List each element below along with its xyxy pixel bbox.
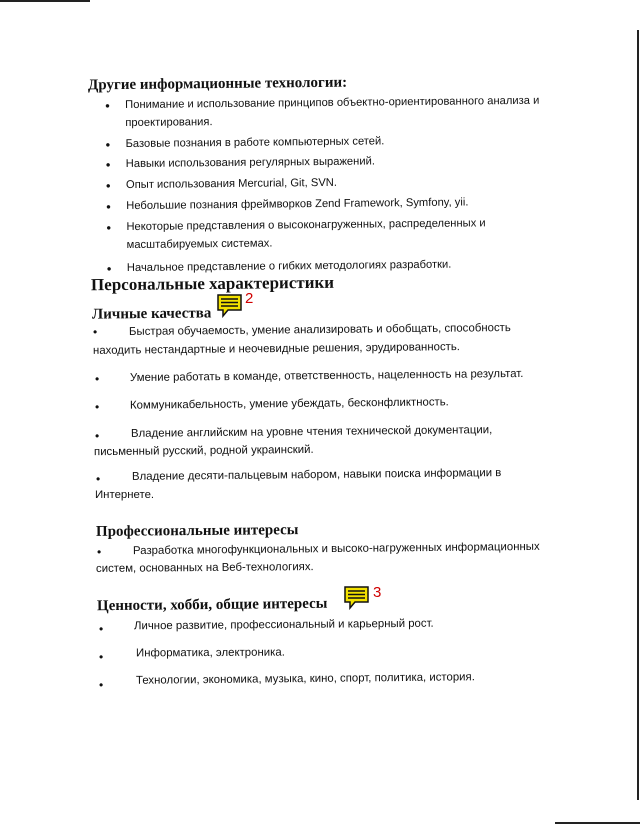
tech-heading: Другие информационные технологии: — [87, 74, 348, 94]
note-number: 2 — [245, 290, 254, 307]
list-item: • Базовые познания в работе компьютерных сетей. — [91, 131, 551, 154]
qualities-line: письменный русский, родной украинский. — [93, 443, 314, 459]
qualities-line: Быстрая обучаемость, умение анализировать и обобщать, способность — [128, 322, 511, 338]
list-item: • Небольшие познания фреймворков Zend Framework, Symfony, yii. — [92, 194, 552, 217]
values-heading: Ценности, хобби, общие интересы — [96, 595, 328, 615]
values-line: Информатика, электроника. — [135, 646, 285, 660]
bullet: • — [95, 372, 100, 386]
qualities-heading: Личные качества — [91, 305, 212, 323]
list-item: • Некоторые представления о высоконагруженных, распределенных и масштабируемых системах. — [92, 215, 526, 255]
note-number: 3 — [373, 584, 382, 601]
qualities-line: Умение работать в команде, ответственность, нацеленность на результат. — [129, 367, 524, 385]
qualities-line: находить нестандартные и неочевидные решения, эрудированность. — [92, 341, 460, 357]
list-item: • Опыт использования Mercurial, Git, SVN. — [92, 173, 552, 196]
bullet: • — [95, 429, 100, 443]
qualities-line: Интернете. — [95, 489, 155, 501]
bullet: • — [99, 678, 104, 692]
bullet: • — [99, 650, 104, 664]
scan-edge-bottom — [555, 822, 640, 824]
qualities-line: Владение десяти-пальцевым набором, навыки поиска информации в — [131, 467, 502, 483]
professional-line: систем, основанных на Веб-технологиях. — [95, 561, 314, 575]
professional-line: Разработка многофункциональных и высоко-нагруженных информационных — [132, 540, 540, 558]
values-line: Личное развитие, профессиональный и карьерный рост. — [133, 617, 434, 633]
qualities-line: Владение английским на уровне чтения технической документации, — [130, 424, 493, 440]
personal-heading: Персональные характеристики — [90, 272, 335, 295]
scan-edge-right — [637, 30, 639, 800]
qualities-line: Коммуникабельность, умение убеждать, бесконфликтность. — [129, 396, 449, 412]
list-item: • Навыки использования регулярных выражений. — [92, 152, 552, 175]
list-item: • Начальное представление о гибких методологиях разработки. — [93, 256, 553, 279]
comment-note-icon[interactable] — [217, 294, 243, 318]
professional-heading: Профессиональные интересы — [95, 522, 299, 540]
values-line: Технологии, экономика, музыка, кино, спорт, политика, история. — [135, 671, 475, 687]
bullet: • — [93, 325, 98, 339]
bullet: • — [95, 400, 100, 414]
comment-note-icon[interactable] — [344, 586, 370, 610]
list-item: • Понимание и использование принципов объектно-ориентированного анализа и проектирования. — [91, 93, 545, 133]
bullet: • — [99, 622, 104, 636]
tech-list — [91, 93, 553, 279]
bullet: • — [97, 545, 102, 559]
bullet: • — [96, 472, 101, 486]
scan-edge-top — [0, 0, 90, 2]
